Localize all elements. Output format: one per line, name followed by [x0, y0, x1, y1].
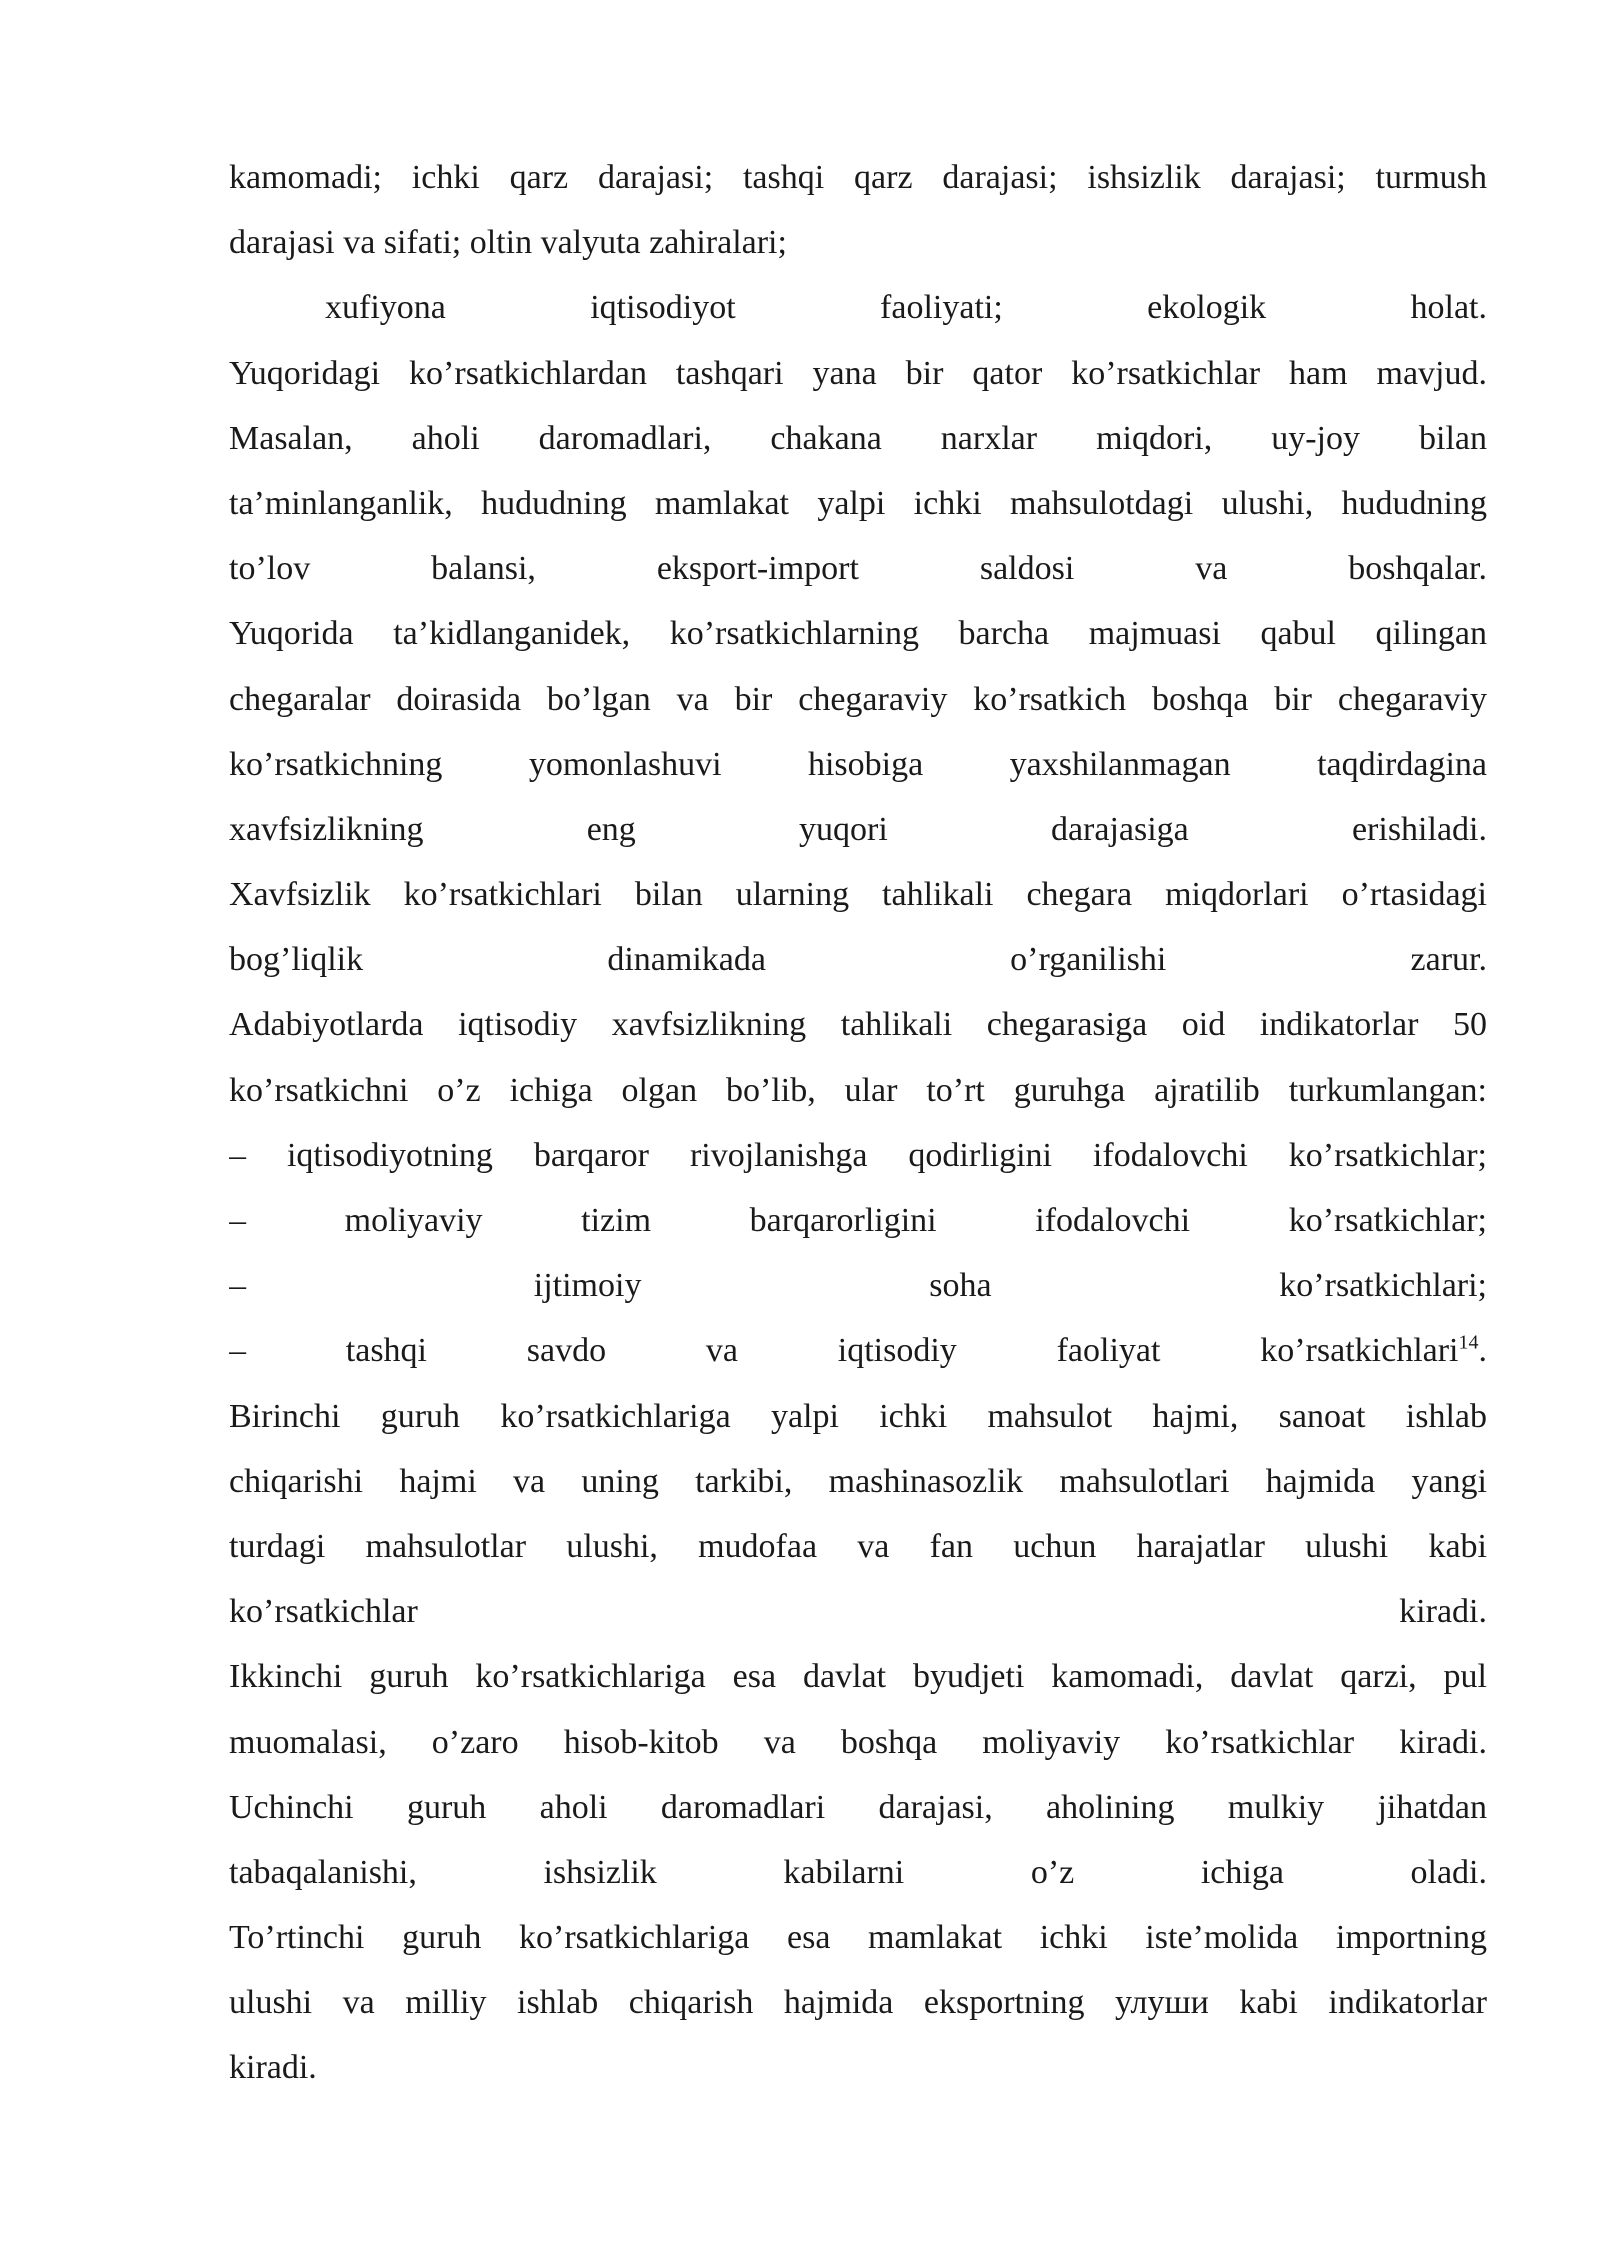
text-line [229, 862, 1487, 927]
text-line [229, 1449, 1487, 1514]
footnote-marker: 14 [1458, 1332, 1479, 1355]
text-line [229, 536, 1487, 601]
text-line-content: ko’rsatkichlar kiradi. [229, 1593, 1487, 1631]
text-line [229, 601, 1487, 666]
text-line [229, 1514, 1487, 1579]
text-line-content: – tashqi savdo va iqtisodiy faoliyat ko’rsatkichlari [229, 1332, 1459, 1370]
text-line-content: Masalan, aholi daromadlari, chakana narxlar miqdori, uy-joy bilan [229, 419, 1487, 457]
text-line [229, 210, 1487, 275]
text-line-content: kiradi. [229, 2049, 317, 2087]
text-line-content: to’lov balansi, eksport-import saldosi va boshqalar. [229, 550, 1487, 588]
text-line-content: ulushi va milliy ishlab chiqarish hajmida eksportning улуши kabi indikatorlar [229, 1984, 1487, 2022]
text-line [229, 1710, 1487, 1775]
text-line [229, 797, 1487, 862]
text-line-content: Birinchi guruh ko’rsatkichlariga yalpi ichki mahsulot hajmi, sanoat ishlab [229, 1397, 1487, 1435]
text-line-content: muomalasi, o’zaro hisob-kitob va boshqa moliyaviy ko’rsatkichlar kiradi. [229, 1723, 1487, 1761]
text-line-content: Yuqoridagi ko’rsatkichlardan tashqari yana bir qator ko’rsatkichlar ham mavjud. [229, 354, 1487, 392]
text-line-content: – iqtisodiyotning barqaror rivojlanishga qodirligini ifodalovchi ko’rsatkichlar; [229, 1136, 1487, 1174]
text-line-content: – moliyaviy tizim barqarorligini ifodalovchi ko’rsatkichlar; [229, 1202, 1487, 1239]
text-line-content: Uchinchi guruh aholi daromadlari darajasi, aholining mulkiy jihatdan [229, 1788, 1487, 1826]
text-line-content: darajasi va sifati; oltin valyuta zahiralari; [229, 224, 787, 262]
text-line-content: ko’rsatkichni o’z ichiga olgan bo’lib, ular to’rt guruhga ajratilib turkumlangan: [229, 1071, 1487, 1109]
text-line [229, 732, 1487, 797]
text-line [229, 992, 1487, 1057]
text-line-content: ta’minlanganlik, hududning mamlakat yalpi ichki mahsulotdagi ulushi, hududning [229, 484, 1487, 522]
text-line [229, 1644, 1487, 1709]
text-line [229, 1318, 1487, 1383]
text-line-content: kamomadi; ichki qarz darajasi; tashqi qarz darajasi; ishsizlik darajasi; turmush [229, 159, 1487, 196]
text-line [229, 1579, 1487, 1644]
text-line [229, 1123, 1487, 1188]
text-line [229, 275, 1487, 340]
text-line-content: – ijtimoiy soha ko’rsatkichlari; [229, 1267, 1487, 1305]
text-line-content: chiqarishi hajmi va uning tarkibi, mashinasozlik mahsulotlari hajmida yangi [229, 1462, 1487, 1500]
text-line-content: turdagi mahsulotlar ulushi, mudofaa va fan uchun harajatlar ulushi kabi [229, 1527, 1487, 1565]
document-text-body [229, 145, 1487, 2101]
text-line-content: bog’liqlik dinamikada o’rganilishi zarur. [229, 941, 1487, 979]
text-line [229, 927, 1487, 992]
text-line [229, 471, 1487, 536]
text-line [229, 1384, 1487, 1449]
text-line-content: Yuqorida ta’kidlanganidek, ko’rsatkichlarning barcha majmuasi qabul qilingan [229, 615, 1487, 653]
text-line [229, 1840, 1487, 1905]
text-line [229, 1905, 1487, 1970]
line-tail-punctuation: . [1478, 1332, 1487, 1370]
text-line-content: Xavfsizlik ko’rsatkichlari bilan ularning tahlikali chegara miqdorlari o’rtasidagi [229, 876, 1487, 914]
text-line-content: tabaqalanishi, ishsizlik kabilarni o’z ichiga oladi. [229, 1853, 1487, 1891]
text-line [229, 341, 1487, 406]
text-line [229, 406, 1487, 471]
text-line [229, 1058, 1487, 1123]
text-line [229, 1970, 1487, 2035]
text-line-content: To’rtinchi guruh ko’rsatkichlariga esa mamlakat ichki iste’molida importning [229, 1919, 1487, 1957]
text-line-content: chegaralar doirasida bo’lgan va bir chegaraviy ko’rsatkich boshqa bir chegaraviy [229, 680, 1487, 718]
text-line-content: ko’rsatkichning yomonlashuvi hisobiga yaxshilanmagan taqdirdagina [229, 745, 1487, 783]
text-line-content: Adabiyotlarda iqtisodiy xavfsizlikning tahlikali chegarasiga oid indikatorlar 50 [229, 1006, 1487, 1044]
text-line [229, 1775, 1487, 1840]
text-line [229, 145, 1487, 210]
text-line [229, 1253, 1487, 1318]
text-line [229, 2035, 1487, 2100]
text-line-content: xavfsizlikning eng yuqori darajasiga erishiladi. [229, 810, 1487, 848]
text-line [229, 667, 1487, 732]
text-line-content: Ikkinchi guruh ko’rsatkichlariga esa davlat byudjeti kamomadi, davlat qarzi, pul [229, 1658, 1487, 1696]
text-line-content: xufiyona iqtisodiyot faoliyati; ekologik holat. [325, 289, 1487, 327]
text-line [229, 1188, 1487, 1253]
